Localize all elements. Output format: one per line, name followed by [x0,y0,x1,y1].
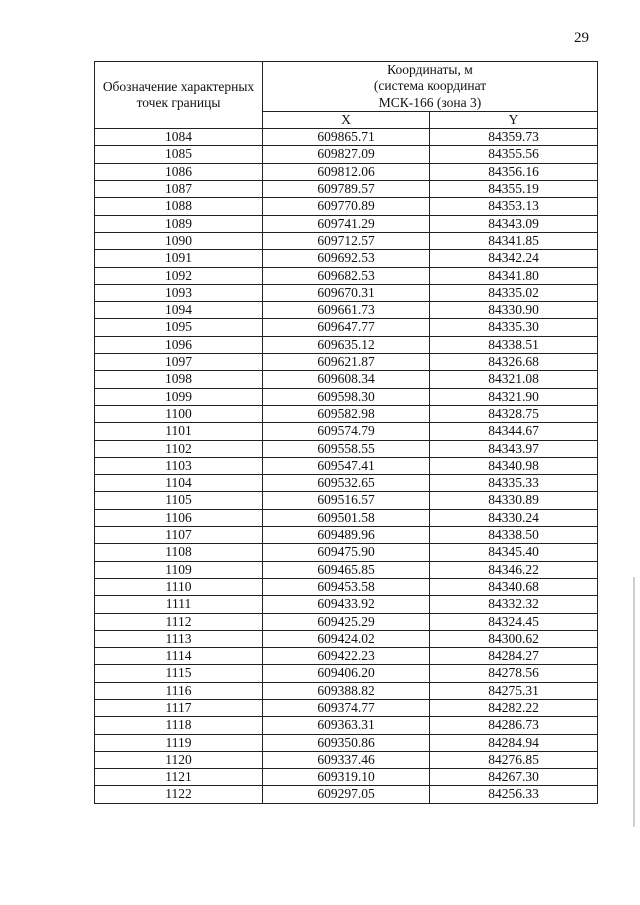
cell-point-id: 1120 [95,751,263,768]
header-point-designation: Обозначение характерных точек границы [95,62,263,129]
cell-point-id: 1110 [95,578,263,595]
cell-x: 609827.09 [263,146,430,163]
cell-x: 609812.06 [263,163,430,180]
cell-x: 609489.96 [263,527,430,544]
table-row [95,596,598,613]
cell-point-id: 1094 [95,302,263,319]
cell-point-id: 1117 [95,699,263,716]
cell-y: 84284.94 [430,734,598,751]
cell-point-id: 1106 [95,509,263,526]
cell-point-id: 1096 [95,336,263,353]
cell-x: 609453.58 [263,578,430,595]
cell-point-id: 1113 [95,630,263,647]
table-row [95,319,598,336]
cell-y: 84355.19 [430,181,598,198]
cell-x: 609501.58 [263,509,430,526]
cell-x: 609350.86 [263,734,430,751]
cell-x: 609682.53 [263,267,430,284]
cell-y: 84338.50 [430,527,598,544]
cell-point-id: 1114 [95,648,263,665]
cell-point-id: 1119 [95,734,263,751]
cell-y: 84256.33 [430,786,598,803]
cell-y: 84330.89 [430,492,598,509]
table-row [95,371,598,388]
page-number: 29 [574,30,589,46]
cell-point-id: 1109 [95,561,263,578]
cell-x: 609621.87 [263,354,430,371]
table-row [95,388,598,405]
cell-y: 84335.02 [430,284,598,301]
cell-y: 84359.73 [430,129,598,146]
cell-x: 609670.31 [263,284,430,301]
cell-x: 609647.77 [263,319,430,336]
cell-point-id: 1101 [95,423,263,440]
cell-point-id: 1100 [95,405,263,422]
table-row [95,440,598,457]
cell-x: 609424.02 [263,630,430,647]
table-row [95,682,598,699]
cell-y: 84335.30 [430,319,598,336]
cell-x: 609388.82 [263,682,430,699]
cell-point-id: 1116 [95,682,263,699]
cell-x: 609406.20 [263,665,430,682]
cell-point-id: 1091 [95,250,263,267]
cell-point-id: 1093 [95,284,263,301]
cell-y: 84344.67 [430,423,598,440]
header-coordinates [263,62,598,112]
cell-x: 609319.10 [263,769,430,786]
cell-y: 84342.24 [430,250,598,267]
cell-point-id: 1097 [95,354,263,371]
cell-x: 609789.57 [263,181,430,198]
cell-y: 84338.51 [430,336,598,353]
cell-y: 84321.90 [430,388,598,405]
table-row [95,250,598,267]
table-row [95,457,598,474]
table-row [95,475,598,492]
cell-x: 609337.46 [263,751,430,768]
cell-y: 84275.31 [430,682,598,699]
cell-x: 609692.53 [263,250,430,267]
table-row [95,423,598,440]
cell-point-id: 1103 [95,457,263,474]
table-row [95,215,598,232]
header-y: Y [430,111,598,128]
cell-x: 609558.55 [263,440,430,457]
table-row [95,405,598,422]
cell-y: 84355.56 [430,146,598,163]
cell-x: 609516.57 [263,492,430,509]
cell-x: 609475.90 [263,544,430,561]
cell-x: 609770.89 [263,198,430,215]
table-row [95,665,598,682]
cell-x: 609574.79 [263,423,430,440]
cell-point-id: 1118 [95,717,263,734]
table-row [95,769,598,786]
cell-y: 84343.97 [430,440,598,457]
table-row [95,284,598,301]
cell-point-id: 1085 [95,146,263,163]
cell-point-id: 1108 [95,544,263,561]
cell-y: 84284.27 [430,648,598,665]
cell-y: 84326.68 [430,354,598,371]
header-coordinates-line3: МСК-166 (зона 3) [378,94,482,110]
cell-x: 609865.71 [263,129,430,146]
cell-y: 84341.80 [430,267,598,284]
cell-y: 84276.85 [430,751,598,768]
cell-point-id: 1098 [95,371,263,388]
table-row [95,578,598,595]
cell-y: 84346.22 [430,561,598,578]
cell-point-id: 1104 [95,475,263,492]
scan-edge-mark [633,577,635,827]
table-row [95,129,598,146]
table-row [95,181,598,198]
cell-x: 609598.30 [263,388,430,405]
table-row [95,198,598,215]
cell-point-id: 1122 [95,786,263,803]
header-coordinates-line2: (система координат [373,78,487,94]
cell-point-id: 1121 [95,769,263,786]
cell-y: 84340.68 [430,578,598,595]
cell-y: 84286.73 [430,717,598,734]
cell-x: 609422.23 [263,648,430,665]
table-row [95,146,598,163]
cell-y: 84340.98 [430,457,598,474]
coordinates-table [94,61,598,804]
table-row [95,232,598,249]
cell-y: 84335.33 [430,475,598,492]
table-row [95,699,598,716]
table-row [95,561,598,578]
cell-point-id: 1089 [95,215,263,232]
cell-y: 84332.32 [430,596,598,613]
cell-x: 609465.85 [263,561,430,578]
cell-x: 609297.05 [263,786,430,803]
cell-point-id: 1086 [95,163,263,180]
cell-y: 84330.24 [430,509,598,526]
cell-x: 609582.98 [263,405,430,422]
table-row [95,267,598,284]
cell-y: 84328.75 [430,405,598,422]
table-row [95,648,598,665]
cell-x: 609661.73 [263,302,430,319]
cell-point-id: 1102 [95,440,263,457]
table-row [95,509,598,526]
cell-point-id: 1087 [95,181,263,198]
cell-point-id: 1107 [95,527,263,544]
table-row [95,544,598,561]
cell-point-id: 1112 [95,613,263,630]
cell-y: 84356.16 [430,163,598,180]
cell-y: 84343.09 [430,215,598,232]
table-header [95,62,598,129]
cell-x: 609532.65 [263,475,430,492]
cell-x: 609433.92 [263,596,430,613]
table-row [95,630,598,647]
table-row [95,336,598,353]
header-x: X [263,111,430,128]
table-row [95,527,598,544]
cell-y: 84353.13 [430,198,598,215]
cell-y: 84300.62 [430,630,598,647]
header-coordinates-line1: Координаты, м [387,62,473,77]
cell-x: 609425.29 [263,613,430,630]
table-row [95,717,598,734]
cell-y: 84282.22 [430,699,598,716]
cell-x: 609635.12 [263,336,430,353]
cell-point-id: 1088 [95,198,263,215]
cell-point-id: 1095 [95,319,263,336]
cell-y: 84278.56 [430,665,598,682]
table-row [95,163,598,180]
cell-y: 84324.45 [430,613,598,630]
cell-y: 84321.08 [430,371,598,388]
cell-y: 84267.30 [430,769,598,786]
cell-point-id: 1092 [95,267,263,284]
cell-point-id: 1090 [95,232,263,249]
cell-x: 609712.57 [263,232,430,249]
table-body [95,129,598,804]
cell-y: 84341.85 [430,232,598,249]
table-row [95,786,598,803]
cell-x: 609363.31 [263,717,430,734]
cell-x: 609374.77 [263,699,430,716]
table-row [95,734,598,751]
cell-y: 84330.90 [430,302,598,319]
table-row [95,492,598,509]
table-row [95,354,598,371]
table-row [95,613,598,630]
cell-y: 84345.40 [430,544,598,561]
cell-x: 609608.34 [263,371,430,388]
cell-point-id: 1115 [95,665,263,682]
cell-x: 609741.29 [263,215,430,232]
cell-x: 609547.41 [263,457,430,474]
cell-point-id: 1105 [95,492,263,509]
cell-point-id: 1111 [95,596,263,613]
table-row [95,751,598,768]
table-row [95,302,598,319]
cell-point-id: 1084 [95,129,263,146]
cell-point-id: 1099 [95,388,263,405]
